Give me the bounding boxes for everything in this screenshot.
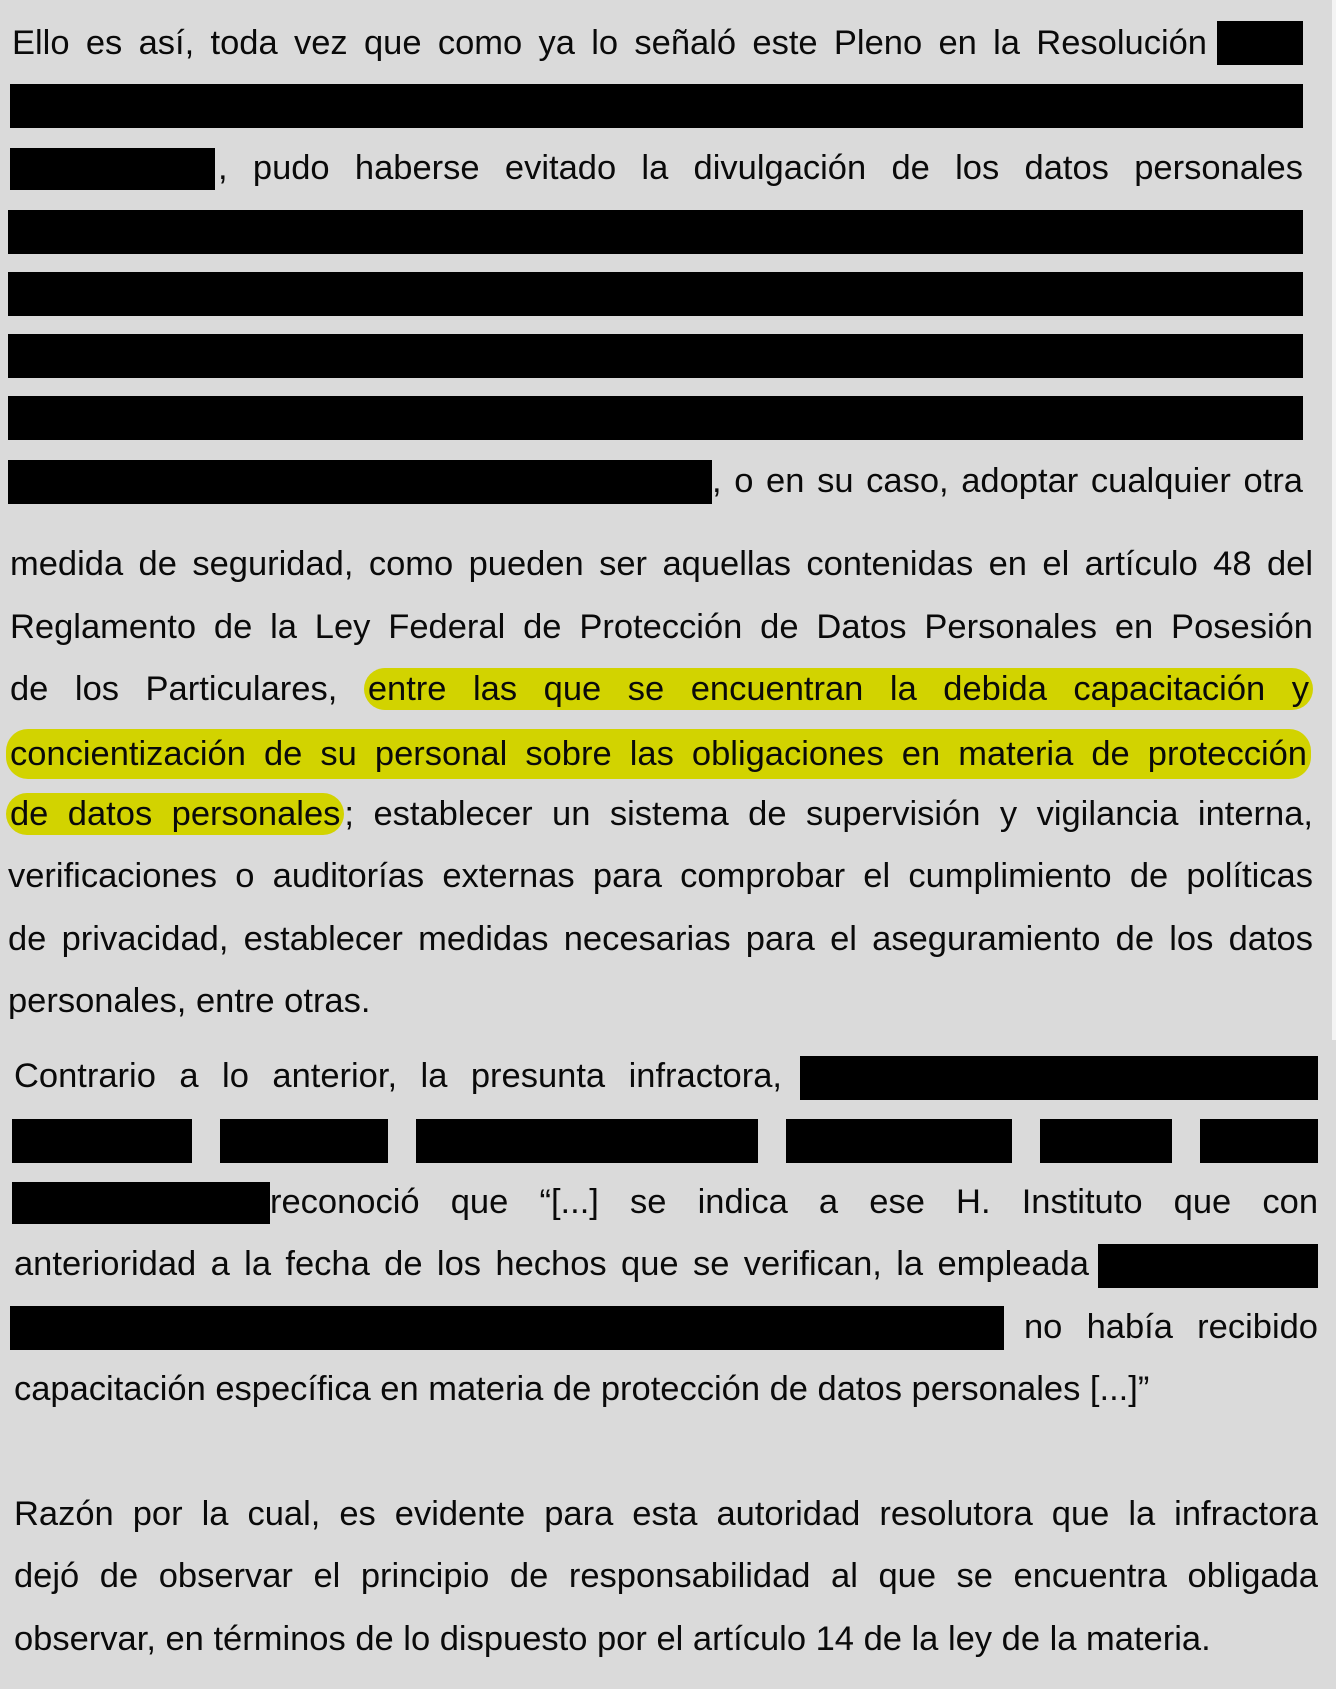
- redaction-block: [10, 1306, 1004, 1350]
- redaction-block: [8, 334, 1303, 378]
- p1-line-14: verificaciones o auditorías externas para comprobar el cumplimiento de políticas: [8, 857, 1313, 895]
- scan-edge: [1332, 0, 1336, 1040]
- p1-line-16: personales, entre otras.: [8, 982, 371, 1020]
- p3-line-3: observar, en términos de lo dispuesto por el artículo 14 de la ley de la materia.: [14, 1620, 1211, 1658]
- p1-line-12: [6, 729, 1311, 779]
- p1-line-11: [10, 666, 1313, 712]
- p1-line-3: , pudo haberse evitado la divulgación de los datos personales: [218, 149, 1303, 187]
- p1-line-13: [6, 791, 1313, 837]
- redaction-block: [10, 148, 215, 190]
- redaction-block: [12, 1119, 192, 1163]
- p1-line-1: Ello es así, toda vez que como ya lo señaló este Pleno en la Resolución: [12, 24, 1207, 62]
- p1-line-13-text: ; establecer un sistema de supervisión y vigilancia interna,: [344, 795, 1313, 833]
- redaction-block: [416, 1119, 758, 1163]
- redaction-block: [8, 210, 1303, 254]
- redaction-block: [220, 1119, 388, 1163]
- p1-line-11-text: de los Particulares,: [10, 670, 338, 708]
- redaction-block: [12, 1182, 270, 1224]
- p2-line-1: Contrario a lo anterior, la presunta infractora,: [14, 1057, 782, 1095]
- redaction-block: [8, 396, 1303, 440]
- p2-line-6: capacitación específica en materia de protección de datos personales [...]”: [14, 1370, 1150, 1408]
- highlighted-text: de datos personales: [6, 793, 344, 835]
- p1-line-8: , o en su caso, adoptar cualquier otra: [712, 462, 1303, 500]
- redaction-block: [800, 1056, 1318, 1100]
- redaction-block: [1217, 21, 1303, 65]
- redaction-block: [8, 460, 712, 504]
- redaction-block: [10, 84, 1303, 128]
- redaction-block: [1200, 1119, 1318, 1163]
- p1-line-10: Reglamento de la Ley Federal de Protección de Datos Personales en Posesión: [10, 608, 1313, 646]
- p3-line-1: Razón por la cual, es evidente para esta autoridad resolutora que la infractora: [14, 1495, 1318, 1533]
- p1-line-9: medida de seguridad, como pueden ser aquellas contenidas en el artículo 48 del: [10, 545, 1313, 583]
- p3-line-2: dejó de observar el principio de responsabilidad al que se encuentra obligada: [14, 1557, 1318, 1595]
- highlighted-text: entre las que se encuentran la debida capacitación y: [364, 668, 1313, 710]
- redaction-block: [786, 1119, 1012, 1163]
- redaction-block: [1098, 1244, 1318, 1288]
- p2-line-3: reconoció que “[...] se indica a ese H. Instituto que con: [270, 1183, 1318, 1221]
- highlighted-text: concientización de su personal sobre las obligaciones en materia de protección: [6, 729, 1311, 779]
- p2-line-4: anterioridad a la fecha de los hechos que se verifican, la empleada: [14, 1245, 1089, 1283]
- redaction-block: [1040, 1119, 1172, 1163]
- redaction-block: [8, 272, 1303, 316]
- p2-line-5: no había recibido: [1024, 1308, 1318, 1346]
- p1-line-15: de privacidad, establecer medidas necesarias para el aseguramiento de los datos: [8, 920, 1313, 958]
